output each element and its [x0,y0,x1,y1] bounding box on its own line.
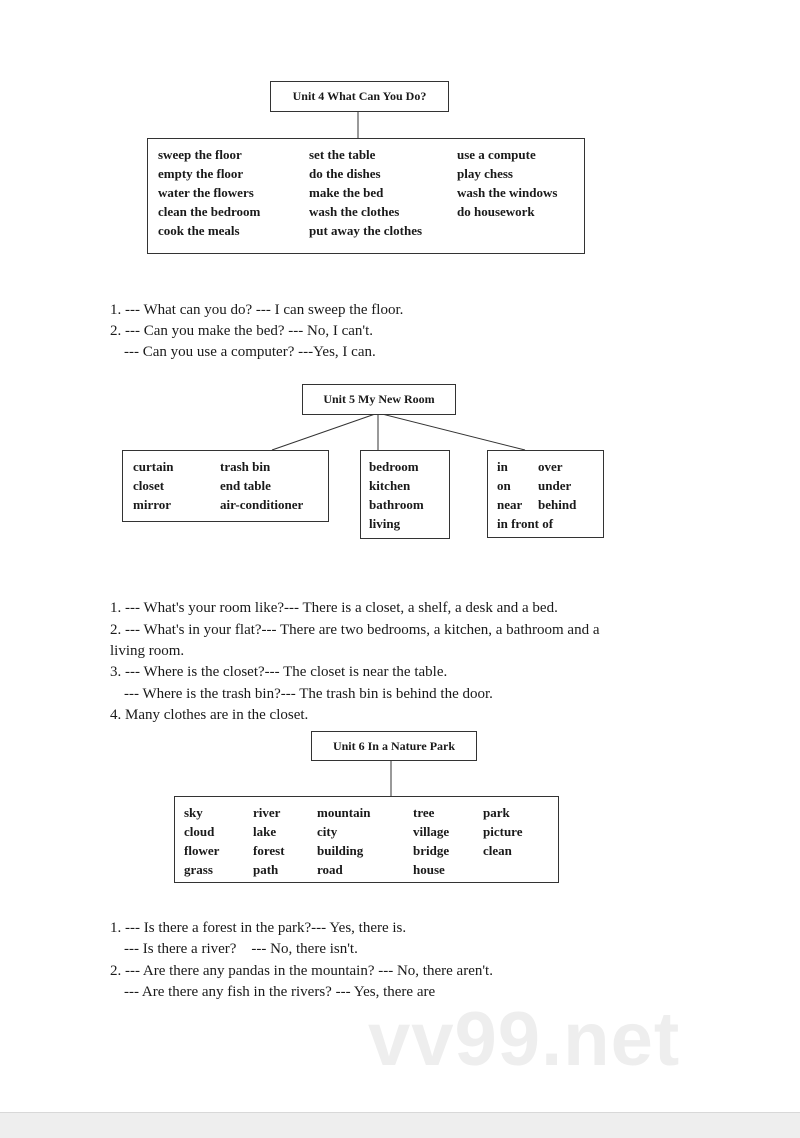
vocab-word: cloud [184,824,215,839]
vocab-word: empty the floor [158,166,244,181]
vocab-word: put away the clothes [309,223,423,238]
vocab-word: cook the meals [158,223,240,238]
unit5-sentence-4: 3. --- Where is the closet?--- The closet is near the table. [110,664,448,680]
vocab-word: village [413,824,450,839]
unit5-furniture-col-2 [220,457,303,514]
vocab-word: under [538,478,572,493]
vocab-word: make the bed [309,185,384,200]
unit6-col-1 [184,803,219,879]
vocab-word: bathroom [369,497,424,512]
unit6-sentence-3: 2. --- Are there any pandas in the mountain? --- No, there aren't. [110,963,493,979]
vocab-word: on [497,478,511,493]
vocab-word: water the flowers [158,185,254,200]
vocab-word: house [413,862,445,877]
unit5-sentence-5: --- Where is the trash bin?--- The trash bin is behind the door. [124,686,493,702]
vocab-word: set the table [309,147,376,162]
unit5-furniture-col-1 [133,457,173,514]
unit6-sentence-1: 1. --- Is there a forest in the park?--- Yes, there is. [110,920,407,936]
unit5-sentence-2: 2. --- What's in your flat?--- There are two bedrooms, a kitchen, a bathroom and a [110,622,600,638]
vocab-word: curtain [133,459,174,474]
vocab-word: clean the bedroom [158,204,261,219]
unit4-sentence-3: --- Can you use a computer? ---Yes, I can. [124,344,376,360]
vocab-word: use a compute [457,147,536,162]
unit5-title: Unit 5 My New Room [302,384,456,415]
vocab-word: lake [253,824,277,839]
unit5-sentence-1: 1. --- What's your room like?--- There is a closet, a shelf, a desk and a bed. [110,600,558,616]
vocab-word: end table [220,478,271,493]
vocab-word: play chess [457,166,513,181]
vocab-word: mirror [133,497,172,512]
vocab-word: living [369,516,401,531]
vocab-word: in [497,459,508,474]
unit4-col-3 [457,145,557,221]
vocab-word: behind [538,497,577,512]
vocab-word: grass [184,862,213,877]
unit6-sentence-2: --- Is there a river? --- No, there isn't. [124,941,358,957]
vocab-word: wash the windows [457,185,558,200]
unit5-rooms-col [369,457,424,533]
vocab-word: clean [483,843,512,858]
unit4-col-2 [309,145,422,240]
vocab-word: near [497,497,523,512]
unit6-sentence-4: --- Are there any fish in the rivers? --- Yes, there are [124,984,436,1000]
vocab-word: in front of [497,516,554,531]
vocab-word: river [253,805,281,820]
vocab-word: forest [253,843,285,858]
page-bottom-band [0,1112,800,1138]
unit6-col-3 [317,803,370,879]
vocab-word: flower [184,843,220,858]
unit6-col-5 [483,803,522,860]
vocab-word: do the dishes [309,166,381,181]
vocab-word: closet [133,478,165,493]
site-watermark: vv99.net [368,997,681,1082]
vocab-word: trash bin [220,459,271,474]
vocab-word: road [317,862,343,877]
vocab-word: building [317,843,364,858]
vocab-word: city [317,824,338,839]
unit4-title: Unit 4 What Can You Do? [270,81,449,112]
vocab-word: sweep the floor [158,147,242,162]
vocab-word: bridge [413,843,450,858]
vocab-word: bedroom [369,459,419,474]
unit5-prep-col-2 [538,457,576,514]
vocab-word: sky [184,805,203,820]
unit5-sentence-6: 4. Many clothes are in the closet. [110,707,309,723]
vocab-word: air-conditioner [220,497,304,512]
vocab-word: kitchen [369,478,411,493]
vocab-word: wash the clothes [309,204,400,219]
vocab-word: do housework [457,204,535,219]
vocab-word: tree [413,805,435,820]
vocab-word: picture [483,824,523,839]
unit4-col-1 [158,145,260,240]
unit6-col-2 [253,803,285,879]
vocab-word: path [253,862,279,877]
vocab-word: over [538,459,563,474]
unit6-col-4 [413,803,449,879]
vocab-word: park [483,805,510,820]
unit5-sentence-3: living room. [110,643,185,659]
unit4-sentence-2: 2. --- Can you make the bed? --- No, I can't. [110,323,374,339]
unit6-title: Unit 6 In a Nature Park [311,731,477,761]
unit4-sentence-1: 1. --- What can you do? --- I can sweep the floor. [110,302,404,318]
vocab-word: mountain [317,805,371,820]
